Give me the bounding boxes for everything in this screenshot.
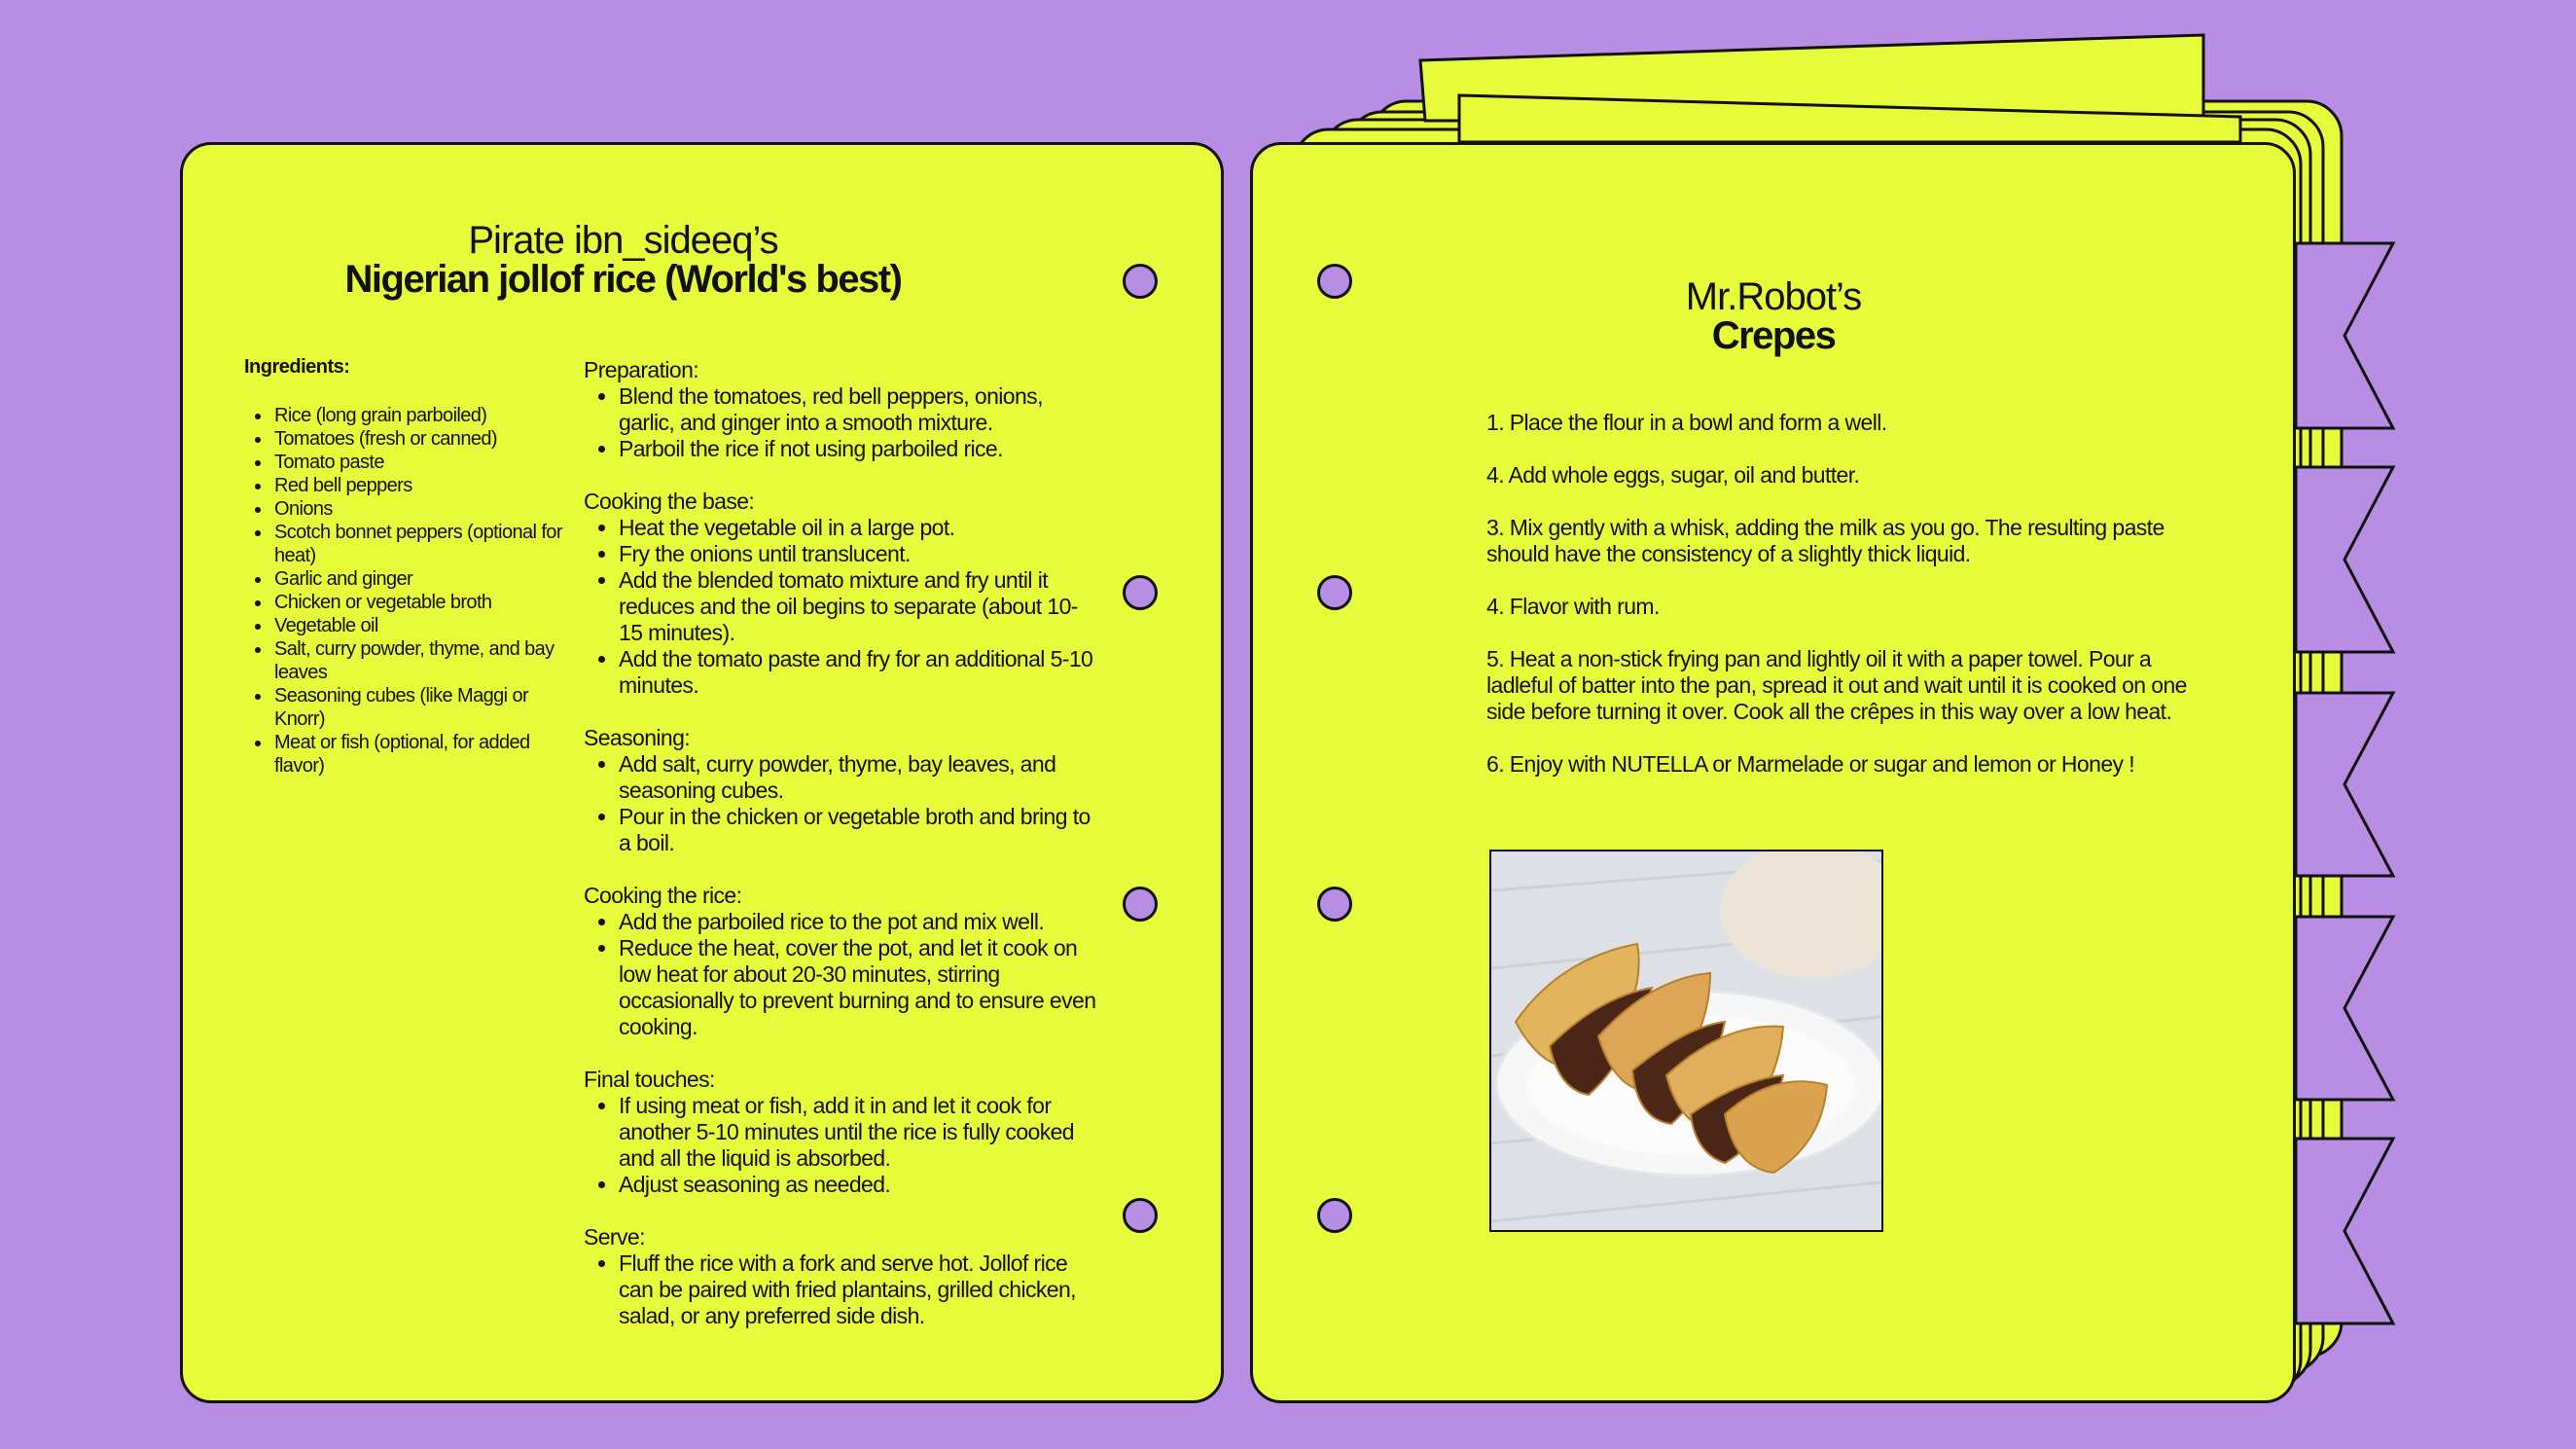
binder-hole	[1317, 575, 1352, 610]
bookmark-tab-4	[2296, 917, 2393, 1100]
list-item: • Scotch bonnet peppers (optional for heat)	[272, 521, 564, 567]
section-steps	[584, 515, 1099, 699]
list-item: • Blend the tomatoes, red bell peppers, onions, garlic, and ginger into a smooth mixture.	[619, 383, 1099, 436]
list-item: • Salt, curry powder, thyme, and bay leaves	[272, 637, 564, 684]
bookmark-tab-2	[2296, 467, 2393, 652]
recipe-title: Crepes	[1711, 314, 1836, 357]
bookmark-tab-5	[2296, 1139, 2393, 1323]
list-item: • Parboil the rice if not using parboiled rice.	[619, 436, 1099, 462]
list-item: • Add salt, curry powder, thyme, bay leaves, and seasoning cubes.	[619, 751, 1099, 804]
recipe-author: Mr.Robot’s	[1685, 275, 1862, 318]
section-heading: Preparation:	[584, 357, 699, 382]
list-item: • Rice (long grain parboiled)	[272, 404, 564, 427]
list-item: • Red bell peppers	[272, 474, 564, 497]
list-item: • Adjust seasoning as needed.	[619, 1172, 1099, 1198]
binder-hole	[1123, 264, 1158, 299]
list-item: • If using meat or fish, add it in and let it cook for another 5-10 minutes until the rice is fully cooked and all the liquid is absorbed.	[619, 1093, 1099, 1172]
binder-hole	[1123, 887, 1158, 922]
bookmark-tab-1	[2296, 243, 2393, 428]
list-item: • Meat or fish (optional, for added flavor)	[272, 731, 564, 778]
list-item: • Onions	[272, 497, 564, 521]
left-recipe-page	[180, 142, 1224, 1403]
list-item: • Seasoning cubes (like Maggi or Knorr)	[272, 684, 564, 731]
recipe-title: Nigerian jollof rice (World's best)	[344, 258, 902, 301]
step-text: 4. Add whole eggs, sugar, oil and butter.	[1486, 462, 1860, 488]
right-recipe-page	[1250, 142, 2296, 1403]
section-heading: Seasoning:	[584, 725, 691, 750]
binder-hole	[1123, 1198, 1158, 1233]
step-text: 5. Heat a non-stick frying pan and lightly oil it with a paper towel. Pour a ladleful of batter into the pan, spread it out and wait until it is cooked on one side before turning it over. Cook all the crêpes in this way over a low heat.	[1486, 646, 2187, 724]
step-text: 4. Flavor with rum.	[1486, 594, 1660, 619]
binder-hole	[1317, 887, 1352, 922]
list-item: • Vegetable oil	[272, 614, 564, 637]
ingredients-list	[241, 404, 564, 778]
section-steps	[584, 751, 1099, 856]
section-heading: Cooking the base:	[584, 489, 755, 514]
section-heading: Cooking the rice:	[584, 883, 742, 908]
ingredients-heading: Ingredients:	[244, 356, 350, 378]
bookmark-tabs	[2296, 243, 2393, 1323]
step-text: 6. Enjoy with NUTELLA or Marmelade or sugar and lemon or Honey !	[1486, 751, 2134, 777]
crepes-photo	[1489, 850, 1883, 1232]
list-item: • Pour in the chicken or vegetable broth and bring to a boil.	[619, 804, 1099, 856]
crepes-photo-icon	[1491, 851, 1881, 1230]
list-item: • Heat the vegetable oil in a large pot.	[619, 515, 1099, 541]
bookmark-tab-3	[2296, 693, 2393, 876]
list-item: • Reduce the heat, cover the pot, and let it cook on low heat for about 20-30 minutes, stirring occasionally to prevent burning and to ensure even cooking.	[619, 935, 1099, 1040]
list-item: • Tomato paste	[272, 451, 564, 474]
section-steps	[584, 1093, 1099, 1198]
binder-hole	[1123, 575, 1158, 610]
list-item: • Garlic and ginger	[272, 567, 564, 591]
list-item: • Add the parboiled rice to the pot and mix well.	[619, 909, 1099, 935]
section-heading: Final touches:	[584, 1067, 715, 1092]
section-heading: Serve:	[584, 1224, 645, 1250]
recipe-author: Pirate ibn_sideeq’s	[468, 219, 778, 262]
section-steps	[584, 383, 1099, 462]
preparation-steps	[584, 357, 1099, 1356]
section-steps	[584, 909, 1099, 1040]
list-item: • Tomatoes (fresh or canned)	[272, 427, 564, 451]
section-steps	[584, 1250, 1099, 1329]
list-item: • Add the tomato paste and fry for an additional 5-10 minutes.	[619, 646, 1099, 699]
list-item: • Add the blended tomato mixture and fry until it reduces and the oil begins to separate (about 10-15 minutes).	[619, 567, 1099, 646]
list-item: • Chicken or vegetable broth	[272, 591, 564, 614]
binder-hole	[1317, 1198, 1352, 1233]
step-text: 1. Place the flour in a bowl and form a well.	[1486, 410, 1887, 435]
list-item: • Fry the onions until translucent.	[619, 541, 1099, 567]
list-item: • Fluff the rice with a fork and serve hot. Jollof rice can be paired with fried plantains, grilled chicken, salad, or any preferred side dish.	[619, 1250, 1099, 1329]
step-text: 3. Mix gently with a whisk, adding the milk as you go. The resulting paste should have the consistency of a slightly thick liquid.	[1486, 515, 2165, 566]
crepe-steps	[1486, 410, 2187, 804]
